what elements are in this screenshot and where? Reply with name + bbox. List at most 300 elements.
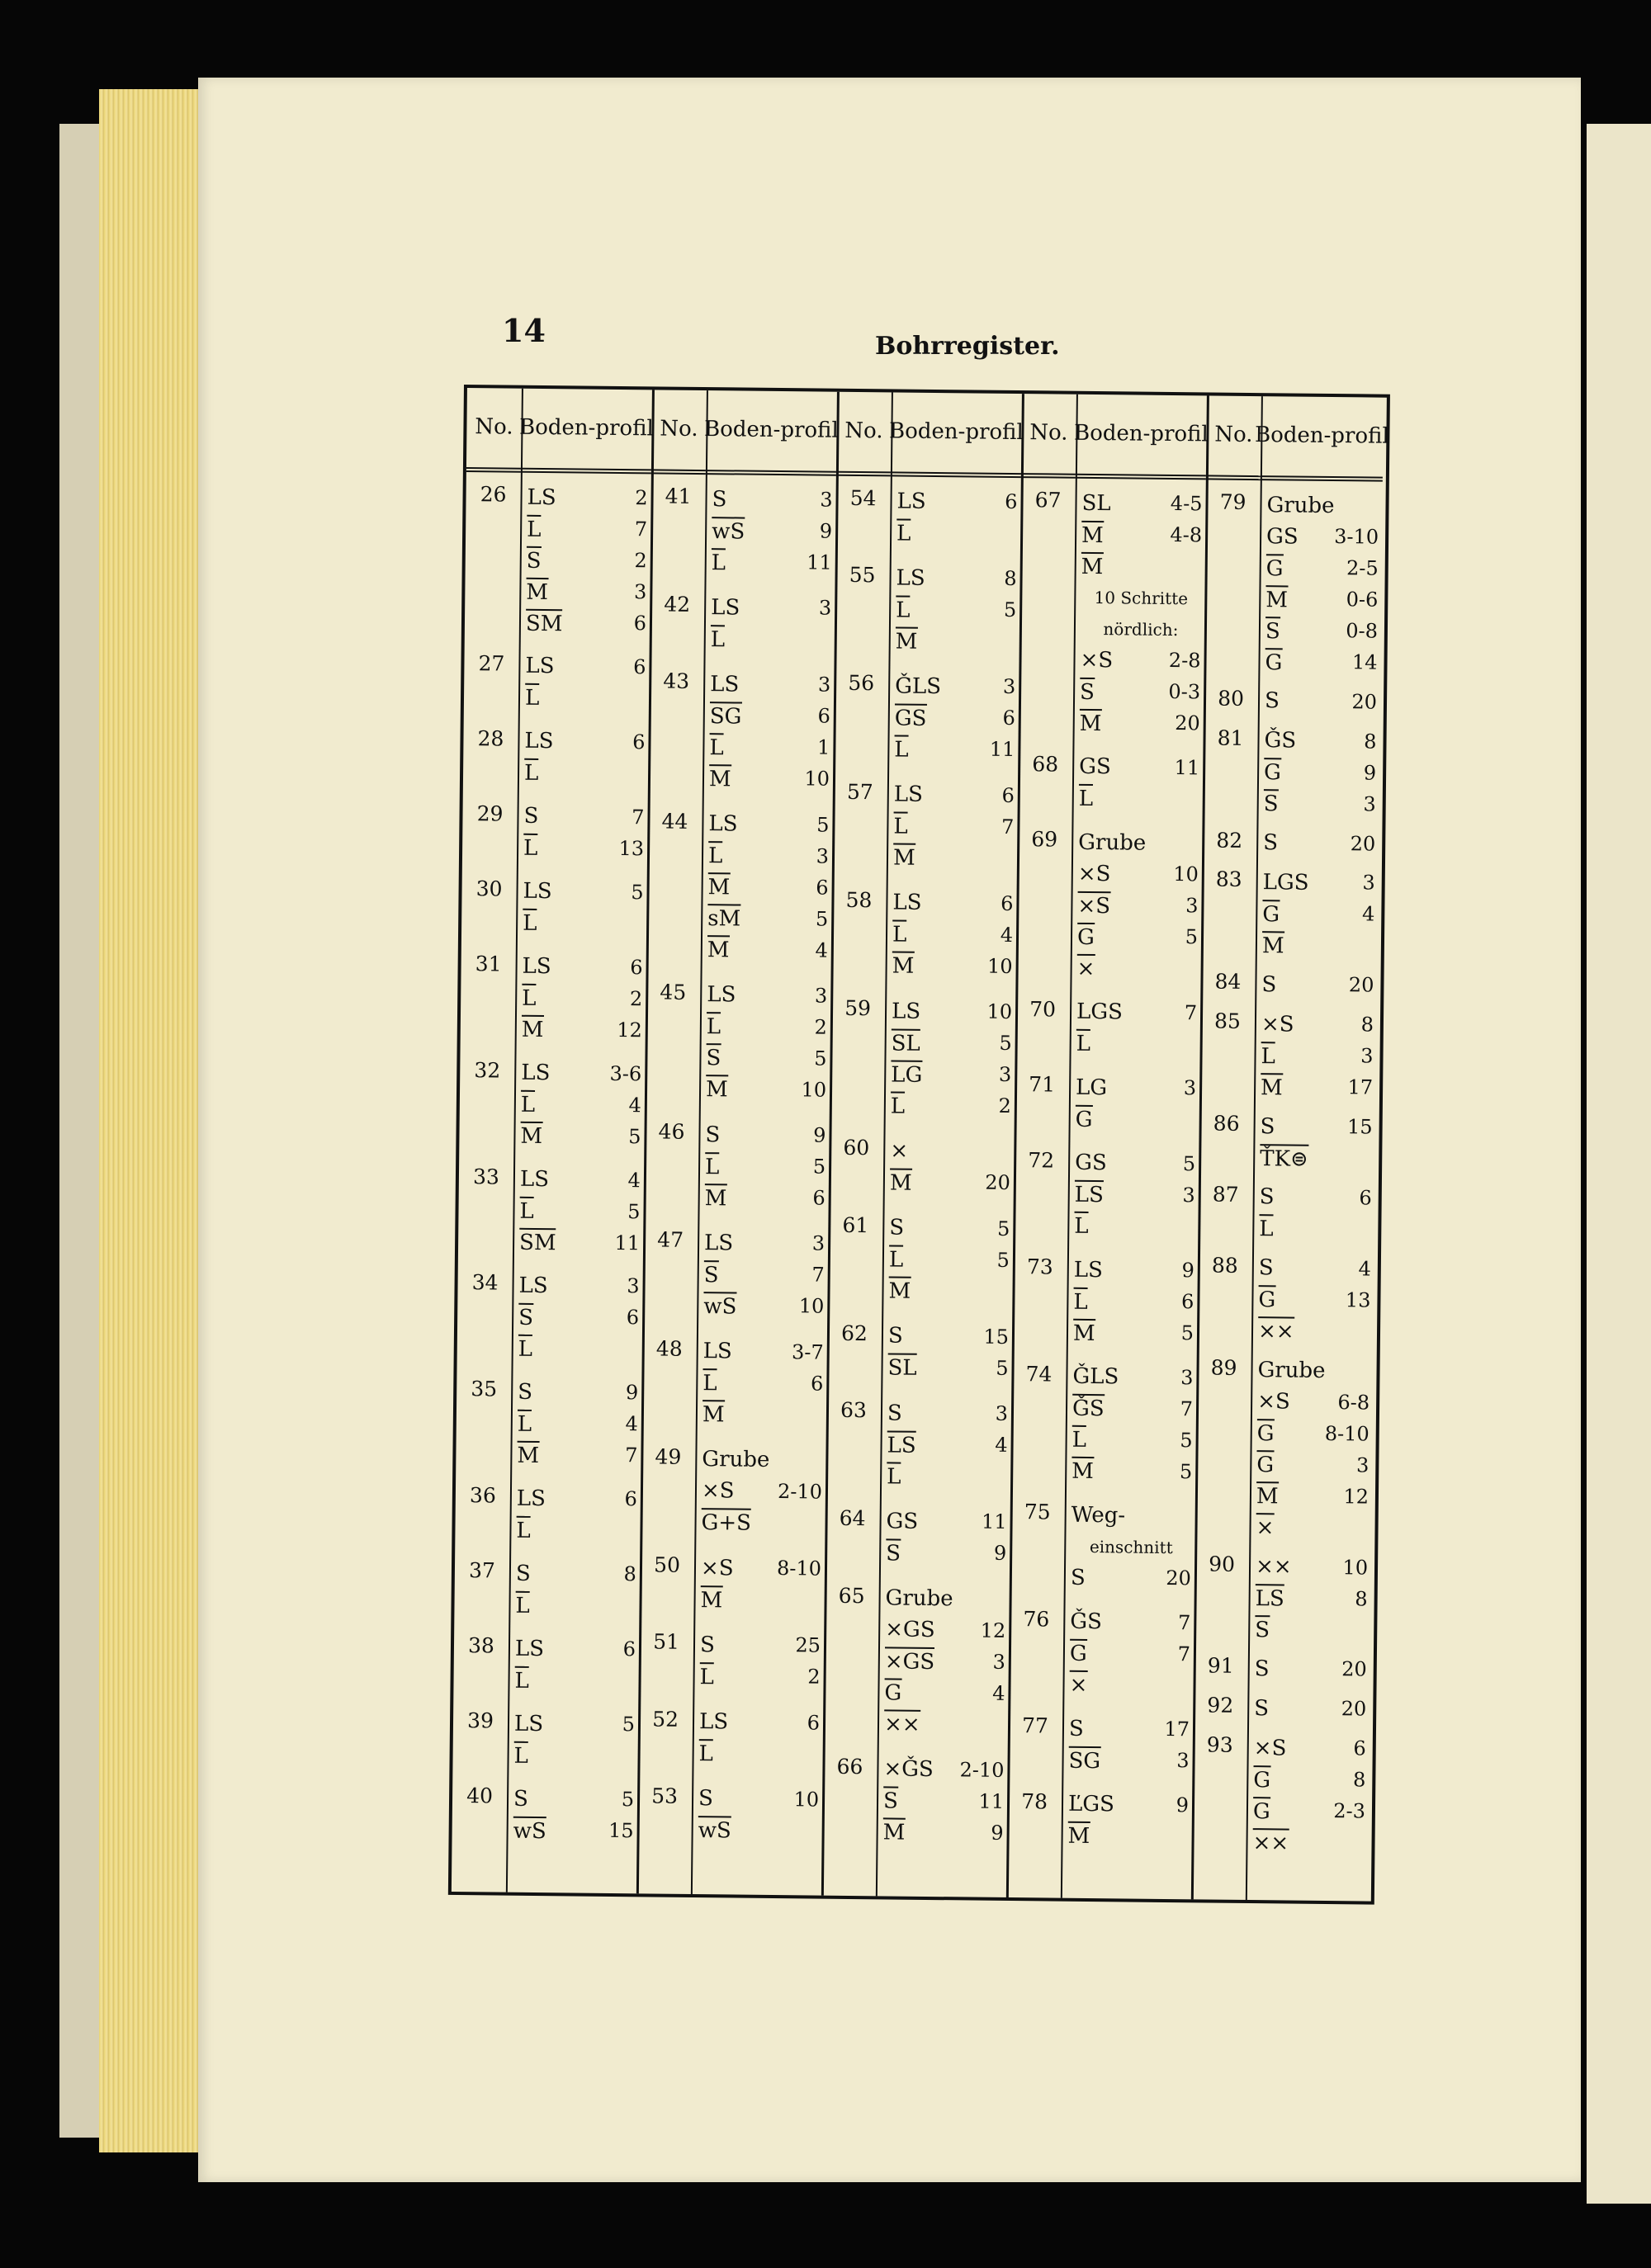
- profile-layer: [513, 1783, 634, 1816]
- profile-layer: [514, 1708, 635, 1741]
- soil-profile-entry: [1258, 1252, 1371, 1347]
- profile-layer: [1067, 1819, 1188, 1852]
- header-bodenprofil: Boden- profil: [888, 418, 1024, 446]
- soil-profile-entry: [523, 801, 645, 865]
- layer-code: LS: [703, 1339, 732, 1364]
- profile-layer: [516, 1557, 636, 1590]
- profile-layer: [892, 995, 1012, 1028]
- header-rule: [466, 467, 521, 473]
- profile-layer: [520, 1119, 641, 1152]
- soil-profile-entry: [882, 1753, 1004, 1849]
- profile-layer: [521, 1056, 641, 1089]
- profile-layer: [894, 778, 1015, 811]
- layer-thickness: 2-10: [777, 1479, 823, 1504]
- layer-code: ×S: [1256, 1389, 1290, 1415]
- soil-profile-entry: [1265, 489, 1379, 678]
- layer-thickness: 10: [793, 1788, 820, 1812]
- profile-layer: [1261, 1008, 1374, 1040]
- soil-profile-entry: [524, 725, 646, 790]
- layer-thickness: 6: [624, 1487, 638, 1511]
- bodenprofil-column: [691, 390, 840, 1896]
- soil-profile-entry: [1254, 1692, 1366, 1724]
- layer-code: L: [896, 518, 911, 546]
- layer-code: Grube: [702, 1447, 770, 1473]
- soil-profile-entry: [1073, 1254, 1194, 1349]
- soil-profile-entry: [705, 1118, 826, 1214]
- layer-thickness: 6: [810, 1372, 824, 1396]
- layer-thickness: 10: [1342, 1555, 1369, 1580]
- entry-number: 89: [1210, 1355, 1237, 1380]
- profile-layer: [706, 1073, 826, 1106]
- layer-code: L: [893, 812, 908, 839]
- profile-layer: [884, 1676, 1005, 1709]
- entry-number: 78: [1021, 1788, 1048, 1813]
- soil-profile-entry: [709, 669, 831, 796]
- layer-thickness: 5: [996, 1217, 1010, 1240]
- entry-number: 58: [845, 887, 873, 913]
- layer-code: S: [699, 1632, 715, 1658]
- profile-layer: [883, 1753, 1004, 1786]
- profile-layer: [515, 1589, 636, 1622]
- layer-code: L: [1261, 1042, 1275, 1069]
- layer-code: S: [523, 804, 539, 829]
- layer-code: LS: [513, 1711, 544, 1736]
- layer-code: wS: [698, 1816, 731, 1843]
- layer-code: L: [1073, 1287, 1088, 1314]
- soil-profile-entry: [1069, 1605, 1190, 1701]
- layer-code: Grube: [885, 1585, 953, 1612]
- profile-layer: [708, 839, 829, 872]
- profile-layer: [1260, 1110, 1372, 1142]
- layer-thickness: 3: [1176, 1749, 1190, 1773]
- layer-thickness: 7: [624, 1443, 638, 1467]
- profile-layer: [519, 1226, 640, 1259]
- soil-profile-entry: [711, 591, 832, 655]
- layer-code: S: [513, 1786, 529, 1812]
- profile-layer: [1070, 1605, 1190, 1638]
- layer-thickness: 4: [815, 938, 828, 962]
- layer-code: S: [1261, 971, 1277, 998]
- layer-code: LS: [525, 654, 555, 679]
- layer-code: S: [887, 1401, 902, 1426]
- profile-layer: [1081, 612, 1201, 645]
- entry-number: 66: [836, 1754, 863, 1779]
- soil-profile-entry: [706, 979, 828, 1106]
- entry-number: 32: [474, 1057, 501, 1083]
- layer-thickness: 20: [1341, 1697, 1367, 1721]
- bodenprofil-column: [506, 389, 655, 1894]
- layer-code: G: [1264, 758, 1281, 785]
- layer-code: ××: [1258, 1316, 1294, 1344]
- soil-profile-entry: [1255, 1653, 1367, 1685]
- layer-thickness: 7: [1177, 1642, 1191, 1666]
- layer-thickness: 15: [608, 1818, 634, 1843]
- profile-layer: [891, 1058, 1011, 1091]
- profile-layer: [1068, 1744, 1189, 1777]
- profile-layer: [1074, 1254, 1194, 1287]
- entry-number: 30: [475, 876, 503, 901]
- layer-code: M: [703, 1400, 725, 1427]
- header-rule: [706, 470, 836, 476]
- soil-profile-entry: [1074, 1146, 1195, 1242]
- profile-layer: [1262, 898, 1374, 930]
- layer-thickness: 5: [812, 1155, 826, 1179]
- soil-profile-entry: [1255, 1551, 1368, 1646]
- layer-thickness: 6: [807, 1710, 821, 1735]
- header-rule: [521, 468, 651, 475]
- profile-layer: [1266, 489, 1379, 521]
- layer-thickness: 11: [989, 738, 1015, 762]
- layer-thickness: 11: [981, 1510, 1007, 1534]
- profile-layer: [703, 1289, 824, 1322]
- profile-layer: [1264, 787, 1376, 820]
- profile-layer: [1258, 1315, 1370, 1347]
- layer-code: LS: [521, 1060, 551, 1086]
- entry-number: 90: [1209, 1552, 1236, 1576]
- layer-code: LS: [893, 782, 924, 808]
- layer-thickness: 6: [630, 955, 643, 979]
- profile-layer: [1266, 551, 1379, 584]
- running-head: Bohrregister.: [875, 332, 1060, 361]
- profile-layer: [1259, 1252, 1371, 1284]
- layer-thickness: 9: [819, 519, 833, 543]
- profile-layer: [1076, 952, 1197, 985]
- layer-code: wS: [703, 1292, 736, 1319]
- profile-layer: [1071, 1562, 1191, 1595]
- layer-code: G: [1258, 1285, 1275, 1312]
- page-number: 14: [502, 312, 546, 349]
- soil-profile-entry: [703, 1226, 825, 1322]
- soil-profile-entry: [1261, 1008, 1374, 1103]
- layer-thickness: 12: [1343, 1484, 1370, 1509]
- layer-code: Weg-: [1071, 1502, 1126, 1528]
- layer-code: Grube: [1257, 1358, 1326, 1384]
- profile-layer: [518, 1407, 638, 1440]
- layer-code: S: [518, 1379, 533, 1405]
- layer-code: G: [1262, 900, 1280, 927]
- layer-code: S: [1258, 1255, 1274, 1281]
- profile-layer: [1262, 929, 1374, 962]
- profile-layer: [517, 1482, 637, 1515]
- layer-thickness: 7: [1001, 815, 1015, 839]
- layer-code: L: [709, 733, 724, 760]
- profile-layer: [705, 1118, 826, 1151]
- layer-thickness: 7: [1177, 1610, 1191, 1634]
- entry-number: 68: [1032, 751, 1059, 777]
- layer-code: ××: [1252, 1828, 1289, 1855]
- soil-profile-entry: [700, 1552, 821, 1616]
- layer-thickness: 3: [820, 488, 833, 512]
- layer-code: LS: [711, 594, 740, 621]
- layer-code: L: [1259, 1215, 1274, 1242]
- profile-layer: [1071, 1530, 1191, 1563]
- layer-thickness: 3: [1182, 1183, 1195, 1207]
- layer-thickness: 6: [632, 730, 646, 754]
- layer-code: S: [1068, 1716, 1084, 1741]
- layer-code: ××: [1255, 1554, 1292, 1580]
- profile-layer: [517, 1439, 637, 1472]
- profile-layer: [527, 544, 647, 577]
- profile-layer: [703, 1367, 823, 1400]
- layer-thickness: 1: [816, 735, 830, 760]
- profile-layer: [1258, 1283, 1370, 1316]
- profile-layer: [700, 1628, 821, 1661]
- soil-profile-entry: [522, 950, 643, 1046]
- layer-code: L: [1074, 1212, 1089, 1239]
- entry-number: 59: [844, 996, 872, 1021]
- entry-number: 60: [843, 1136, 870, 1160]
- layer-thickness: 20: [1351, 690, 1378, 714]
- header-bodenprofil: Boden- profil: [518, 414, 654, 442]
- layer-code: LS: [1073, 1257, 1104, 1283]
- layer-thickness: 7: [811, 1263, 825, 1288]
- layer-code: wS: [712, 517, 745, 544]
- header-rule: [1206, 475, 1261, 480]
- layer-thickness: 5: [631, 880, 644, 905]
- layer-code: ×S: [1080, 647, 1114, 673]
- soil-profile-entry: [699, 1628, 821, 1693]
- soil-profile-entry: [513, 1708, 635, 1772]
- layer-code: ×S: [1077, 891, 1110, 918]
- soil-profile-entry: [1264, 725, 1377, 820]
- layer-code: LGS: [1076, 999, 1124, 1025]
- entry-number: 64: [839, 1506, 866, 1531]
- profile-layer: [518, 1376, 638, 1409]
- borehole-register-table: [448, 385, 1390, 1905]
- entry-number: 39: [466, 1708, 494, 1733]
- layer-code: LS: [887, 1430, 915, 1458]
- entry-number: 35: [471, 1377, 498, 1401]
- layer-code: L: [892, 920, 907, 947]
- entry-number: 49: [655, 1444, 682, 1469]
- layer-thickness: 2: [998, 1094, 1012, 1118]
- layer-code: M: [520, 1122, 542, 1149]
- layer-code: G: [1253, 1765, 1270, 1793]
- layer-code: einschnitt: [1089, 1536, 1173, 1557]
- layer-code: G+S: [701, 1508, 751, 1536]
- layer-thickness: 20: [1350, 831, 1376, 856]
- layer-code: LS: [523, 879, 552, 905]
- profile-layer: [1254, 1692, 1366, 1724]
- layer-thickness: 17: [1164, 1717, 1190, 1741]
- profile-layer: [1081, 487, 1202, 520]
- layer-code: M: [522, 1015, 544, 1042]
- profile-layer: [1257, 1354, 1370, 1387]
- layer-thickness: 7: [634, 517, 648, 541]
- profile-layer: [892, 918, 1013, 951]
- profile-layer: [890, 1166, 1010, 1199]
- layer-thickness: 3: [1363, 792, 1376, 816]
- soil-profile-entry: [890, 1135, 1011, 1199]
- profile-layer: [513, 1739, 634, 1772]
- layer-thickness: 6: [1001, 891, 1014, 915]
- profile-layer: [524, 725, 645, 758]
- entry-number: 91: [1207, 1653, 1234, 1679]
- profile-layer: [711, 591, 831, 624]
- layer-thickness: 3-6: [609, 1061, 642, 1085]
- profile-layer: [709, 731, 830, 764]
- layer-code: SL: [892, 1028, 920, 1056]
- layer-code: L: [525, 683, 540, 711]
- layer-thickness: 3: [633, 580, 647, 604]
- profile-layer: [1071, 1499, 1192, 1532]
- layer-thickness: 3: [992, 1650, 1005, 1674]
- profile-layer: [1081, 550, 1202, 583]
- profile-layer: [893, 841, 1014, 874]
- layer-thickness: 8: [1352, 1768, 1366, 1792]
- profile-layer: [896, 562, 1016, 595]
- layer-code: G: [1076, 1104, 1093, 1132]
- entry-number: 73: [1026, 1254, 1053, 1279]
- profile-layer: [710, 700, 830, 733]
- profile-layer: [513, 1814, 633, 1847]
- layer-thickness: 6: [1359, 1186, 1372, 1210]
- layer-code: M: [1081, 520, 1104, 547]
- soil-profile-entry: [1260, 1110, 1373, 1174]
- layer-code: S: [706, 1044, 721, 1071]
- layer-thickness: 20: [1348, 973, 1374, 997]
- layer-thickness: 8: [623, 1562, 637, 1586]
- layer-thickness: 0-6: [1346, 588, 1379, 612]
- profile-layer: [523, 801, 644, 834]
- header-rule: [1021, 473, 1076, 479]
- layer-thickness: 10: [801, 1078, 827, 1102]
- profile-layer: [707, 933, 828, 966]
- layer-code: SM: [519, 1228, 556, 1255]
- bodenprofil-column: [876, 392, 1024, 1897]
- layer-code: ǦS: [1070, 1609, 1103, 1635]
- layer-code: 10 Schritte: [1094, 587, 1189, 608]
- entry-number: 45: [660, 980, 687, 1004]
- layer-code: M: [896, 626, 918, 654]
- profile-layer: [1073, 1285, 1194, 1318]
- profile-layer: [1074, 1209, 1194, 1242]
- layer-thickness: 6: [622, 1637, 636, 1661]
- layer-thickness: 3: [1002, 675, 1016, 699]
- profile-layer: [700, 1583, 821, 1616]
- layer-thickness: 9: [625, 1381, 639, 1405]
- layer-code: ×ǦS: [883, 1756, 934, 1783]
- profile-layer: [514, 1664, 635, 1697]
- entry-number: 44: [661, 809, 688, 834]
- layer-code: S: [1260, 1113, 1275, 1139]
- layer-thickness: 3: [817, 673, 831, 697]
- layer-thickness: 4: [628, 1093, 642, 1117]
- layer-code: L: [894, 735, 909, 762]
- layer-code: S: [705, 1122, 721, 1147]
- profile-layer: [1264, 725, 1376, 757]
- layer-thickness: 15: [983, 1325, 1010, 1349]
- layer-code: M: [882, 1818, 905, 1845]
- layer-thickness: 11: [614, 1231, 641, 1254]
- entry-number: 29: [476, 801, 504, 826]
- soil-profile-entry: [520, 1056, 641, 1152]
- entry-number: 48: [655, 1336, 683, 1361]
- layer-code: SL: [887, 1354, 916, 1381]
- layer-code: M: [706, 1075, 728, 1103]
- profile-layer: [1071, 1423, 1192, 1456]
- profile-layer: [1078, 826, 1199, 859]
- layer-code: ×: [1069, 1670, 1087, 1698]
- profile-layer: [523, 832, 644, 865]
- layer-code: M: [890, 1168, 912, 1195]
- header-rule: [651, 469, 706, 475]
- soil-profile-entry: [1259, 1181, 1372, 1245]
- soil-profile-entry: [703, 1335, 824, 1431]
- layer-thickness: 20: [1166, 1566, 1192, 1590]
- layer-thickness: 2: [814, 1015, 828, 1039]
- layer-code: G: [884, 1678, 901, 1705]
- header-no: No.: [1029, 420, 1068, 446]
- profile-layer: [1261, 968, 1374, 1000]
- profile-layer: [524, 757, 645, 790]
- layer-code: LS: [524, 729, 554, 754]
- profile-layer: [1254, 1732, 1366, 1764]
- profile-layer: [1264, 756, 1376, 788]
- layer-thickness: 3: [814, 984, 828, 1008]
- layer-code: LS: [710, 672, 740, 697]
- layer-thickness: 9: [1181, 1259, 1194, 1283]
- layer-thickness: 2: [635, 486, 648, 510]
- profile-layer: [712, 546, 832, 579]
- soil-profile-entry: [526, 481, 648, 640]
- layer-code: SL: [1081, 490, 1111, 516]
- layer-code: S: [1255, 1615, 1270, 1642]
- soil-profile-entry: [1068, 1713, 1190, 1777]
- soil-profile-entry: [891, 995, 1013, 1122]
- profile-layer: [518, 1301, 639, 1334]
- entry-number: 77: [1021, 1713, 1049, 1738]
- entry-number: 37: [468, 1558, 496, 1583]
- layer-code: L: [522, 984, 537, 1011]
- layer-code: S: [1264, 789, 1279, 816]
- bodenprofil-column: [1246, 396, 1389, 1901]
- entry-number: 92: [1207, 1693, 1234, 1718]
- profile-layer: [701, 1506, 821, 1539]
- layer-code: S: [518, 1303, 533, 1330]
- profile-layer: [525, 650, 646, 683]
- entry-number: 62: [840, 1321, 868, 1346]
- profile-layer: [891, 1089, 1011, 1122]
- layer-code: S: [883, 1787, 898, 1814]
- layer-code: ×GS: [885, 1647, 935, 1675]
- profile-layer: [1253, 1794, 1365, 1826]
- soil-profile-entry: [884, 1582, 1006, 1741]
- profile-layer: [707, 902, 828, 935]
- profile-layer: [527, 481, 647, 514]
- profile-layer: [1266, 520, 1379, 552]
- profile-layer: [706, 1042, 826, 1075]
- profile-layer: [1256, 1551, 1368, 1583]
- soil-profile-entry: [1265, 685, 1377, 717]
- profile-layer: [1078, 858, 1199, 891]
- profile-layer: [889, 1243, 1010, 1276]
- profile-layer: [891, 1027, 1011, 1060]
- layer-thickness: 4: [995, 1433, 1008, 1458]
- layer-thickness: 8: [1004, 567, 1017, 591]
- layer-code: Grube: [1266, 492, 1335, 518]
- layer-code: ŤK⊜: [1260, 1144, 1308, 1172]
- profile-layer: [882, 1816, 1003, 1849]
- profile-layer: [1255, 1653, 1367, 1685]
- profile-layer: [704, 1226, 825, 1259]
- layer-code: S: [527, 546, 542, 573]
- layer-thickness: 25: [795, 1633, 821, 1657]
- layer-thickness: 10: [804, 767, 830, 791]
- profile-layer: [885, 1582, 1005, 1615]
- header-rule: [891, 471, 1021, 478]
- layer-thickness: 5: [621, 1788, 635, 1812]
